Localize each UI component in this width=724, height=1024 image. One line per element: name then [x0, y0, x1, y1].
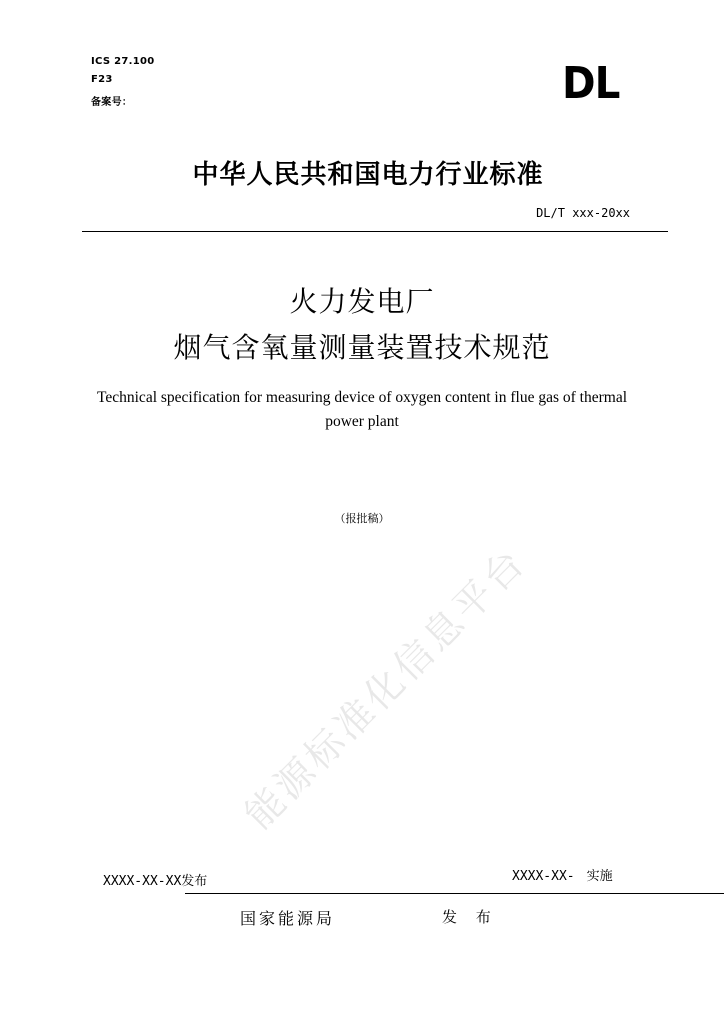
standard-category: 中华人民共和国电力行业标准	[192, 160, 544, 190]
ccs-code: F23	[91, 74, 113, 85]
footer-divider	[185, 893, 724, 894]
implement-label: 实施	[586, 869, 613, 884]
record-number-label: 备案号：	[91, 97, 133, 108]
header-divider	[82, 231, 668, 232]
draft-stage: （报批稿）	[334, 512, 390, 525]
publish-date-value: XXXX-XX-XX	[103, 874, 182, 889]
standard-number: DL/T xxx-20xx	[536, 206, 630, 220]
dl-logo: DL	[562, 58, 620, 109]
implement-date	[512, 865, 613, 884]
watermark: 能源标准化信息平台	[236, 539, 535, 838]
title-en-line2: power plant	[325, 413, 399, 430]
issue-label: 发 布	[442, 908, 498, 926]
ics-code: ICS 27.100	[91, 56, 155, 67]
title-en-line1: Technical specification for measuring device of oxygen content in flue gas of thermal	[96, 389, 628, 406]
publish-date	[103, 870, 207, 889]
publish-label: 发布	[181, 874, 208, 889]
title-cn-line1: 火力发电厂	[289, 285, 435, 318]
title-cn-line2: 烟气含氧量测量装置技术规范	[173, 331, 551, 364]
issuer: 国家能源局	[240, 909, 336, 928]
implement-date-value: XXXX-XX-	[512, 869, 575, 884]
